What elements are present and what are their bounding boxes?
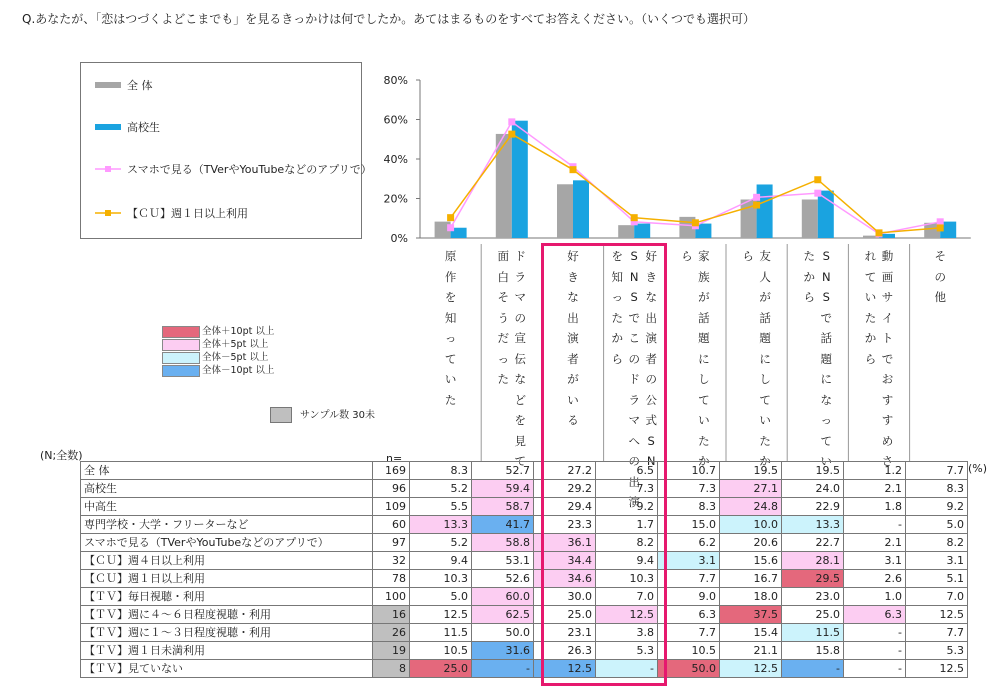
row-n: 78	[373, 570, 410, 588]
table-cell: 26.3	[534, 642, 596, 660]
column-header-text: たから	[803, 249, 816, 304]
table-cell: 8.2	[596, 534, 658, 552]
table-cell: 1.8	[844, 498, 906, 516]
table-cell: 8.3	[658, 498, 720, 516]
point-cu	[753, 202, 760, 209]
table-cell: 7.3	[658, 480, 720, 498]
table-cell: 6.5	[596, 462, 658, 480]
y-tick-label: 20%	[383, 192, 408, 206]
key-label-plus10: 全体＋10pt 以上	[202, 326, 275, 337]
point-cu	[692, 219, 699, 226]
table-cell: 29.4	[534, 498, 596, 516]
table-cell: 5.5	[410, 498, 472, 516]
table-cell: -	[844, 516, 906, 534]
table-cell: 15.8	[782, 642, 844, 660]
column-header	[726, 246, 787, 468]
legend-swatch-smartphone	[95, 165, 121, 173]
column-header-text: その他	[934, 249, 946, 304]
point-smartphone	[447, 224, 454, 231]
row-n: 32	[373, 552, 410, 570]
table-cell: -	[844, 660, 906, 678]
table-cell: 12.5	[906, 606, 968, 624]
table-cell: 52.6	[472, 570, 534, 588]
point-cu	[447, 214, 454, 221]
column-header	[787, 246, 848, 468]
key-plus10	[162, 325, 280, 338]
table-row	[81, 642, 968, 660]
table-cell: 24.0	[782, 480, 844, 498]
column-header-text: 好きな出演者がいる	[567, 249, 579, 427]
row-label: 【ＴＶ】週に１～３日程度視聴・利用	[81, 624, 373, 642]
table-cell: 1.0	[844, 588, 906, 606]
table-cell: -	[472, 660, 534, 678]
column-header-text: ドラマの宣伝などを見て	[514, 249, 527, 468]
key-label-plus5: 全体＋5pt 以上	[202, 339, 269, 350]
table-cell: 50.0	[472, 624, 534, 642]
table-cell: 5.3	[596, 642, 658, 660]
table-cell: 12.5	[534, 660, 596, 678]
table-row	[81, 588, 968, 606]
table-cell: 16.7	[720, 570, 782, 588]
legend-item-total	[95, 77, 153, 93]
bar-highschool	[634, 224, 650, 238]
percent-unit: (%)	[968, 462, 988, 475]
column-header-text: SNSで話題になってい	[820, 249, 833, 468]
bar-total	[496, 134, 512, 238]
table-cell: 25.0	[782, 606, 844, 624]
highlight-key	[162, 325, 280, 377]
table-cell: -	[844, 642, 906, 660]
legend	[80, 62, 372, 239]
column-header-text: 好きな出演者の公式SN	[645, 249, 657, 468]
column-header-text: れていたから	[864, 249, 877, 366]
table-cell: 9.4	[596, 552, 658, 570]
table-cell: 60.0	[472, 588, 534, 606]
table-cell: 6.2	[658, 534, 720, 552]
table-cell: 12.5	[410, 606, 472, 624]
row-n: 60	[373, 516, 410, 534]
legend-item-cu	[95, 205, 248, 221]
table-row	[81, 552, 968, 570]
column-header-text: 面白そうだった	[497, 249, 510, 386]
table-cell: 5.0	[906, 516, 968, 534]
row-label: 【ＴＶ】週に４～６日程度視聴・利用	[81, 606, 373, 624]
row-n: 109	[373, 498, 410, 516]
bar-total	[618, 225, 634, 238]
table-cell: 21.1	[720, 642, 782, 660]
point-cu	[508, 131, 515, 138]
row-label: 専門学校・大学・フリーターなど	[81, 516, 373, 534]
table-cell: 34.6	[534, 570, 596, 588]
sample-swatch	[270, 407, 292, 423]
table-cell: 34.4	[534, 552, 596, 570]
key-swatch-minus10	[162, 365, 200, 377]
row-n: 8	[373, 660, 410, 678]
table-cell: 2.1	[844, 480, 906, 498]
table-cell: -	[596, 660, 658, 678]
row-label: 【ＴＶ】見ていない	[81, 660, 373, 678]
point-smartphone	[508, 118, 515, 125]
table-cell: 13.3	[410, 516, 472, 534]
table-cell: 11.5	[410, 624, 472, 642]
table-row	[81, 516, 968, 534]
table-cell: 15.0	[658, 516, 720, 534]
table-cell: 7.7	[906, 624, 968, 642]
table-row	[81, 534, 968, 552]
table-cell: 5.0	[410, 588, 472, 606]
key-label-minus10: 全体－10pt 以上	[202, 365, 275, 376]
legend-swatch-highschool	[95, 124, 121, 130]
row-n: 97	[373, 534, 410, 552]
table-cell: 8.3	[410, 462, 472, 480]
table-cell: 15.6	[720, 552, 782, 570]
table-cell: 1.2	[844, 462, 906, 480]
table-cell: 5.2	[410, 534, 472, 552]
row-n: 96	[373, 480, 410, 498]
table-cell: 25.0	[410, 660, 472, 678]
point-smartphone	[814, 190, 821, 197]
row-n: 26	[373, 624, 410, 642]
table-cell: 9.0	[658, 588, 720, 606]
legend-label-total: 全 体	[127, 79, 153, 92]
table-cell: 5.1	[906, 570, 968, 588]
table-cell: 2.6	[844, 570, 906, 588]
bar-total	[557, 184, 573, 238]
table-note: (N;全数)	[40, 449, 83, 462]
legend-swatch-cu	[95, 209, 121, 217]
table-cell: 13.3	[782, 516, 844, 534]
table-cell: 59.4	[472, 480, 534, 498]
table-cell: 29.2	[534, 480, 596, 498]
table-cell: 8.3	[906, 480, 968, 498]
table-cell: 10.0	[720, 516, 782, 534]
table-cell: 19.5	[720, 462, 782, 480]
table-row	[81, 606, 968, 624]
table-cell: 24.8	[720, 498, 782, 516]
y-tick-label: 80%	[383, 74, 408, 87]
table-cell: 9.2	[596, 498, 658, 516]
sample-label: サンプル数 30未	[300, 410, 376, 421]
column-header	[848, 246, 909, 468]
row-label: 【ＴＶ】毎日視聴・利用	[81, 588, 373, 606]
table-cell: 53.1	[472, 552, 534, 570]
point-smartphone	[937, 218, 944, 225]
table-cell: 10.7	[658, 462, 720, 480]
table-cell: 2.1	[844, 534, 906, 552]
y-tick-label: 40%	[383, 153, 408, 166]
table-cell: 12.5	[906, 660, 968, 678]
table-row	[81, 660, 968, 678]
column-header	[420, 246, 481, 462]
bar-highschool	[757, 184, 773, 238]
table-cell: 58.8	[472, 534, 534, 552]
table-cell: 27.1	[720, 480, 782, 498]
row-label: スマホで見る（TVerやYouTubeなどのアプリで）	[81, 534, 373, 552]
table-row	[81, 462, 968, 480]
table-cell: 31.6	[472, 642, 534, 660]
table-cell: 62.5	[472, 606, 534, 624]
table-cell: 3.1	[658, 552, 720, 570]
row-label: 【ＴＶ】週１日未満利用	[81, 642, 373, 660]
table-cell: 37.5	[720, 606, 782, 624]
column-header-text: 原作を知っていた	[444, 249, 457, 407]
table-cell: 41.7	[472, 516, 534, 534]
point-cu	[876, 229, 883, 236]
table-cell: 10.3	[410, 570, 472, 588]
row-label: 高校生	[81, 480, 373, 498]
table-cell: 10.5	[410, 642, 472, 660]
table-cell: 23.3	[534, 516, 596, 534]
key-minus10	[162, 364, 280, 377]
table-cell: 28.1	[782, 552, 844, 570]
legend-label-cu: 【ＣＵ】週１日以上利用	[127, 207, 248, 220]
table-cell: 23.1	[534, 624, 596, 642]
table-cell: 3.1	[906, 552, 968, 570]
y-tick-label: 60%	[383, 113, 408, 127]
table-cell: -	[782, 660, 844, 678]
point-cu	[937, 224, 944, 231]
table-cell: 5.3	[906, 642, 968, 660]
point-cu	[814, 176, 821, 183]
table-cell: 19.5	[782, 462, 844, 480]
table-row	[81, 624, 968, 642]
table-cell: 6.3	[658, 606, 720, 624]
table-cell: 7.0	[906, 588, 968, 606]
table-cell: 36.1	[534, 534, 596, 552]
table-cell: 15.4	[720, 624, 782, 642]
table-cell: 20.6	[720, 534, 782, 552]
column-header	[665, 246, 726, 468]
column-header-text: 動画サイトでおすすめさ	[881, 249, 894, 468]
legend-item-smartphone	[95, 161, 372, 177]
table-cell: 7.7	[658, 570, 720, 588]
table-row	[81, 480, 968, 498]
table-cell: 7.7	[658, 624, 720, 642]
column-header-text: を知ったから	[611, 249, 623, 366]
row-label: 中高生	[81, 498, 373, 516]
row-label: 全 体	[81, 462, 373, 480]
key-plus5	[162, 338, 280, 351]
table-cell: -	[844, 624, 906, 642]
column-header	[481, 246, 542, 468]
key-swatch-minus5	[162, 352, 200, 364]
y-tick-label: 0%	[390, 232, 408, 245]
table-cell: 58.7	[472, 498, 534, 516]
row-n: 16	[373, 606, 410, 624]
table-cell: 6.3	[844, 606, 906, 624]
column-header-text: 家族が話題にしていたか	[698, 249, 710, 468]
table-cell: 10.3	[596, 570, 658, 588]
table-cell: 9.2	[906, 498, 968, 516]
point-smartphone	[753, 194, 760, 201]
table-cell: 7.0	[596, 588, 658, 606]
sample-key	[270, 406, 375, 423]
table-row	[81, 570, 968, 588]
bar-total	[802, 199, 818, 238]
table-cell: 3.1	[844, 552, 906, 570]
table-cell: 18.0	[720, 588, 782, 606]
n-header: n=	[386, 452, 403, 465]
key-label-minus5: 全体－5pt 以上	[202, 352, 269, 363]
column-header-text: SNSでこのドラマへの出演	[628, 249, 640, 509]
table-cell: 11.5	[782, 624, 844, 642]
column-header-text: ら	[742, 249, 754, 263]
legend-item-highschool	[95, 119, 160, 135]
row-label: 【ＣＵ】週４日以上利用	[81, 552, 373, 570]
point-cu	[631, 214, 638, 221]
key-swatch-plus5	[162, 339, 200, 351]
row-n: 100	[373, 588, 410, 606]
table-cell: 29.5	[782, 570, 844, 588]
key-swatch-plus10	[162, 326, 200, 338]
column-header-text: 友人が話題にしていたか	[759, 249, 771, 468]
point-cu	[570, 166, 577, 173]
bar-highschool	[573, 180, 589, 238]
column-header-text: ら	[681, 249, 693, 263]
table-cell: 22.7	[782, 534, 844, 552]
table-cell: 5.2	[410, 480, 472, 498]
table-cell: 27.2	[534, 462, 596, 480]
row-label: 【ＣＵ】週１日以上利用	[81, 570, 373, 588]
data-table	[80, 461, 968, 678]
table-cell: 7.7	[906, 462, 968, 480]
column-header	[910, 246, 971, 462]
table-cell: 12.5	[596, 606, 658, 624]
table-cell: 10.5	[658, 642, 720, 660]
table-cell: 52.7	[472, 462, 534, 480]
row-n: 19	[373, 642, 410, 660]
table-cell: 1.7	[596, 516, 658, 534]
key-minus5	[162, 351, 280, 364]
table-cell: 7.3	[596, 480, 658, 498]
table-row	[81, 498, 968, 516]
table-cell: 25.0	[534, 606, 596, 624]
question-text: Q.あなたが、「恋はつづくよどこまでも」を見るきっかけは何でしたか。あてはまるものをすべてお答えください。（いくつでも選択可）	[22, 12, 756, 26]
table-cell: 9.4	[410, 552, 472, 570]
column-header	[542, 246, 603, 462]
table-cell: 50.0	[658, 660, 720, 678]
table-cell: 12.5	[720, 660, 782, 678]
legend-label-smartphone: スマホで見る（TVerやYouTubeなどのアプリで）	[127, 163, 372, 176]
table-cell: 8.2	[906, 534, 968, 552]
table-cell: 23.0	[782, 588, 844, 606]
legend-label-highschool: 高校生	[127, 121, 160, 134]
table-cell: 22.9	[782, 498, 844, 516]
legend-swatch-total	[95, 82, 121, 88]
row-n: 169	[373, 462, 410, 480]
table-cell: 30.0	[534, 588, 596, 606]
table-cell: 3.8	[596, 624, 658, 642]
